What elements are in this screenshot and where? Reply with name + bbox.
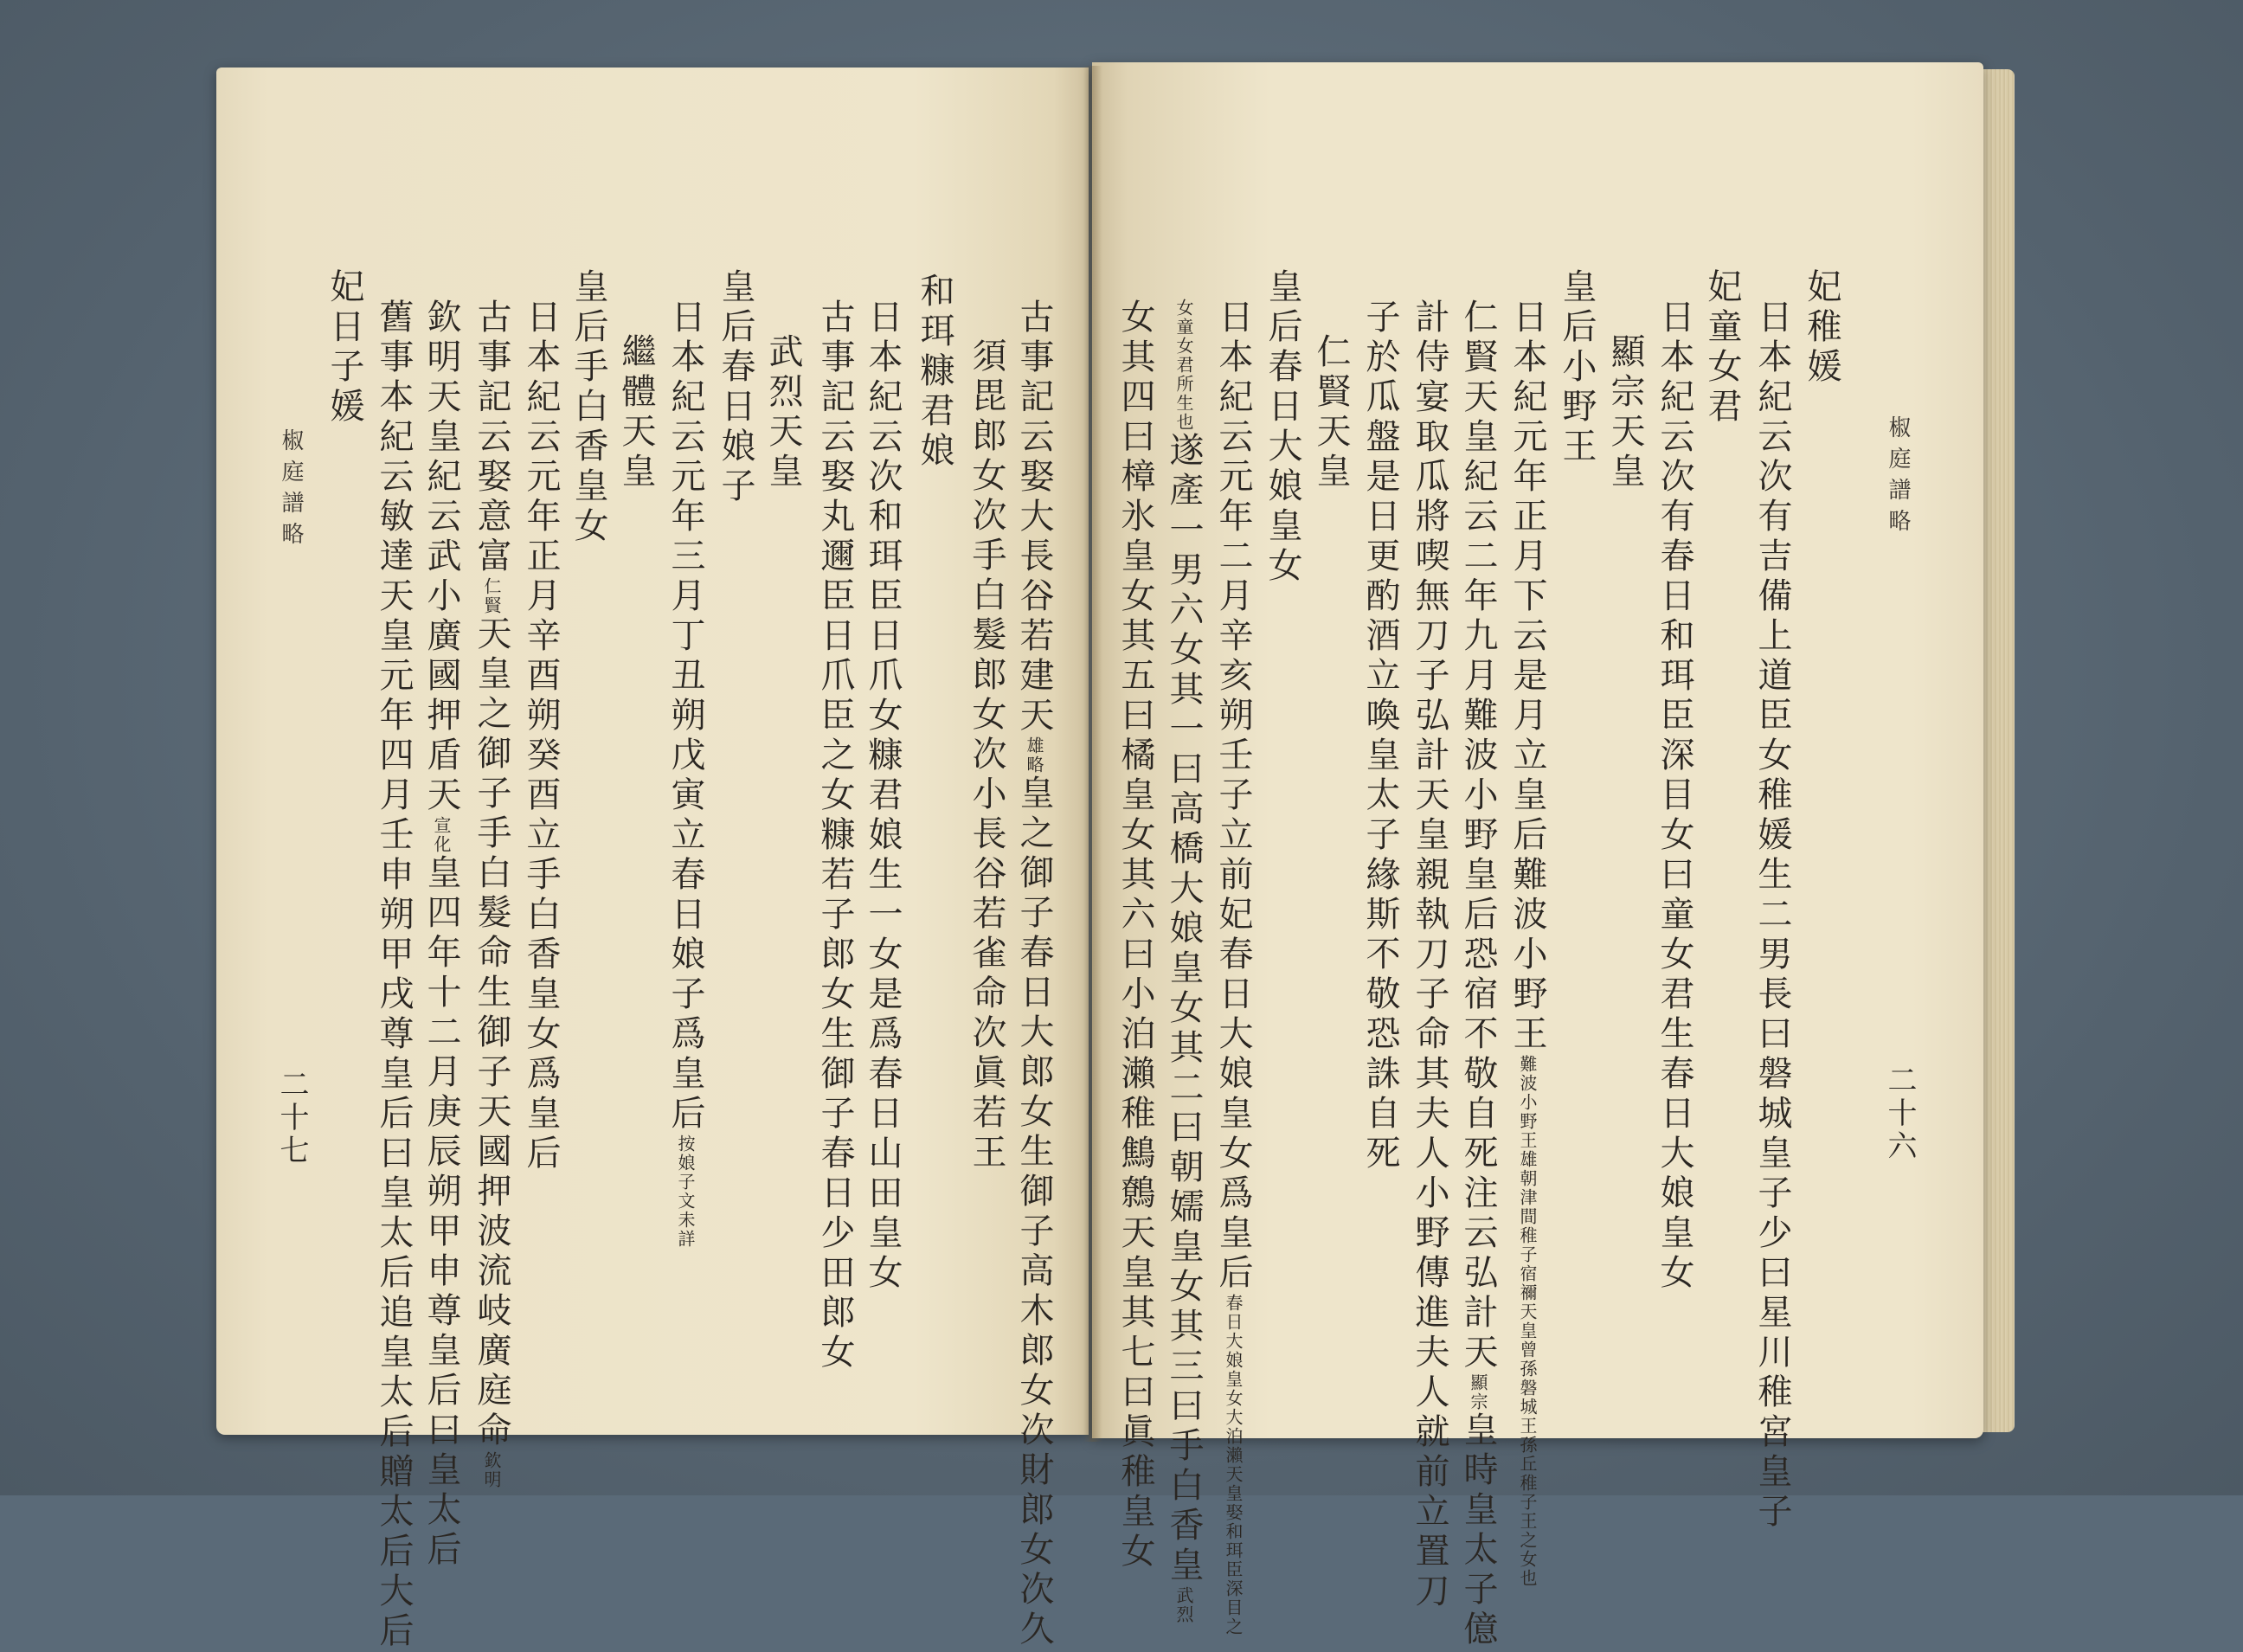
left-col-1: 古事記云娶大長谷若建天雄略皇之御子春日大郎女生御子高木郎女次財郎女次久: [1014, 299, 1054, 1650]
left-col-12: 古事記云娶意富仁賢天皇之御子手白髮命生御子天國押波流岐廣庭命欽明: [472, 299, 511, 1489]
right-col-10: 子於瓜盤是日更酌酒立喚皇太子緣斯不敬恐誅自死: [1360, 299, 1400, 1174]
left-col-4: 日本紀云次和珥臣日爪女糠君娘生一女是爲春日山田皇女: [863, 299, 903, 1294]
right-col-5: 顯宗天皇: [1605, 333, 1645, 492]
right-col-13: 日本紀云元年二月辛亥朔壬子立前妃春日大娘皇女爲皇后春日大娘皇女大泊瀨天皇娶和珥臣深目之: [1213, 299, 1253, 1636]
left-col-8: 日本紀云元年三月丁丑朔戊寅立春日娘子爲皇后按娘子文未詳: [665, 299, 705, 1249]
right-col-11: 仁賢天皇: [1311, 333, 1351, 492]
right-col-8: 仁賢天皇紀云二年九月難波小野皇后恐宿不敬自死注云弘計天顯宗皇時皇太子億: [1458, 299, 1498, 1650]
right-col-9: 計侍宴取瓜將喫無刀子弘計天皇親執刀子命其夫人小野傳進夫人就前立置刀: [1410, 299, 1449, 1612]
left-col-7: 皇后春日娘子: [716, 268, 755, 507]
page-edges: [1980, 69, 2015, 1432]
book-gutter: [1083, 66, 1102, 1442]
left-col-13: 欽明天皇紀云武小廣國押盾天宣化皇四年十二月庚辰朔甲申尊皇后曰皇太后: [421, 299, 461, 1571]
right-col-3: 妃童女君: [1702, 268, 1742, 427]
left-col-9: 繼體天皇: [616, 333, 656, 492]
left-header: 椒庭譜略: [278, 428, 304, 553]
left-col-15: 妃日子媛: [325, 268, 364, 427]
right-col-4: 日本紀云次有春日和珥臣深目女曰童女君生春日大娘皇女: [1655, 299, 1694, 1294]
right-col-15: 女其四曰樟氷皇女其五曰橘皇女其六曰小泊瀨稚鷦鷯天皇其七曰眞稚皇女: [1115, 299, 1155, 1572]
right-col-2: 日本紀云次有吉備上道臣女稚媛生二男長曰磐城皇子少曰星川稚宮皇子: [1752, 299, 1792, 1533]
left-col-3: 和珥糠君娘: [915, 273, 954, 472]
right-col-1: 妃稚媛: [1802, 268, 1841, 388]
right-col-14: 女童女君所生也遂產一男六女其一曰高橋大娘皇女其二曰朝嬬皇女其三曰手白香皇武烈: [1164, 299, 1204, 1624]
left-col-11: 日本紀云元年正月辛酉朔癸酉立手白香皇女爲皇后: [521, 299, 561, 1174]
right-col-6: 皇后小野王: [1557, 268, 1597, 467]
left-col-10: 皇后手白香皇女: [569, 268, 608, 547]
left-page-number: 二十七: [274, 1069, 309, 1167]
left-col-5: 古事記云娶丸邇臣日爪臣之女糠若子郎女生御子春日少田郎女: [815, 299, 855, 1373]
right-page-number: 二十六: [1882, 1064, 1917, 1163]
left-col-14: 舊事本紀云敏達天皇元年四月壬申朔甲戌尊皇后曰皇太后追皇太后贈太后大后: [374, 299, 414, 1652]
right-col-12: 皇后春日大娘皇女: [1263, 268, 1302, 587]
right-col-7: 日本紀元年正月下云是月立皇后難波小野王難波小野王雄朝津間稚子宿禰天皇曾孫磐城王孫丘稚子王之女也: [1507, 299, 1547, 1588]
left-col-2: 須毘郎女次手白髮郎女次小長谷若雀命次眞若王: [967, 337, 1006, 1173]
left-col-6: 武烈天皇: [763, 333, 803, 492]
right-header: 椒庭譜略: [1885, 415, 1911, 540]
